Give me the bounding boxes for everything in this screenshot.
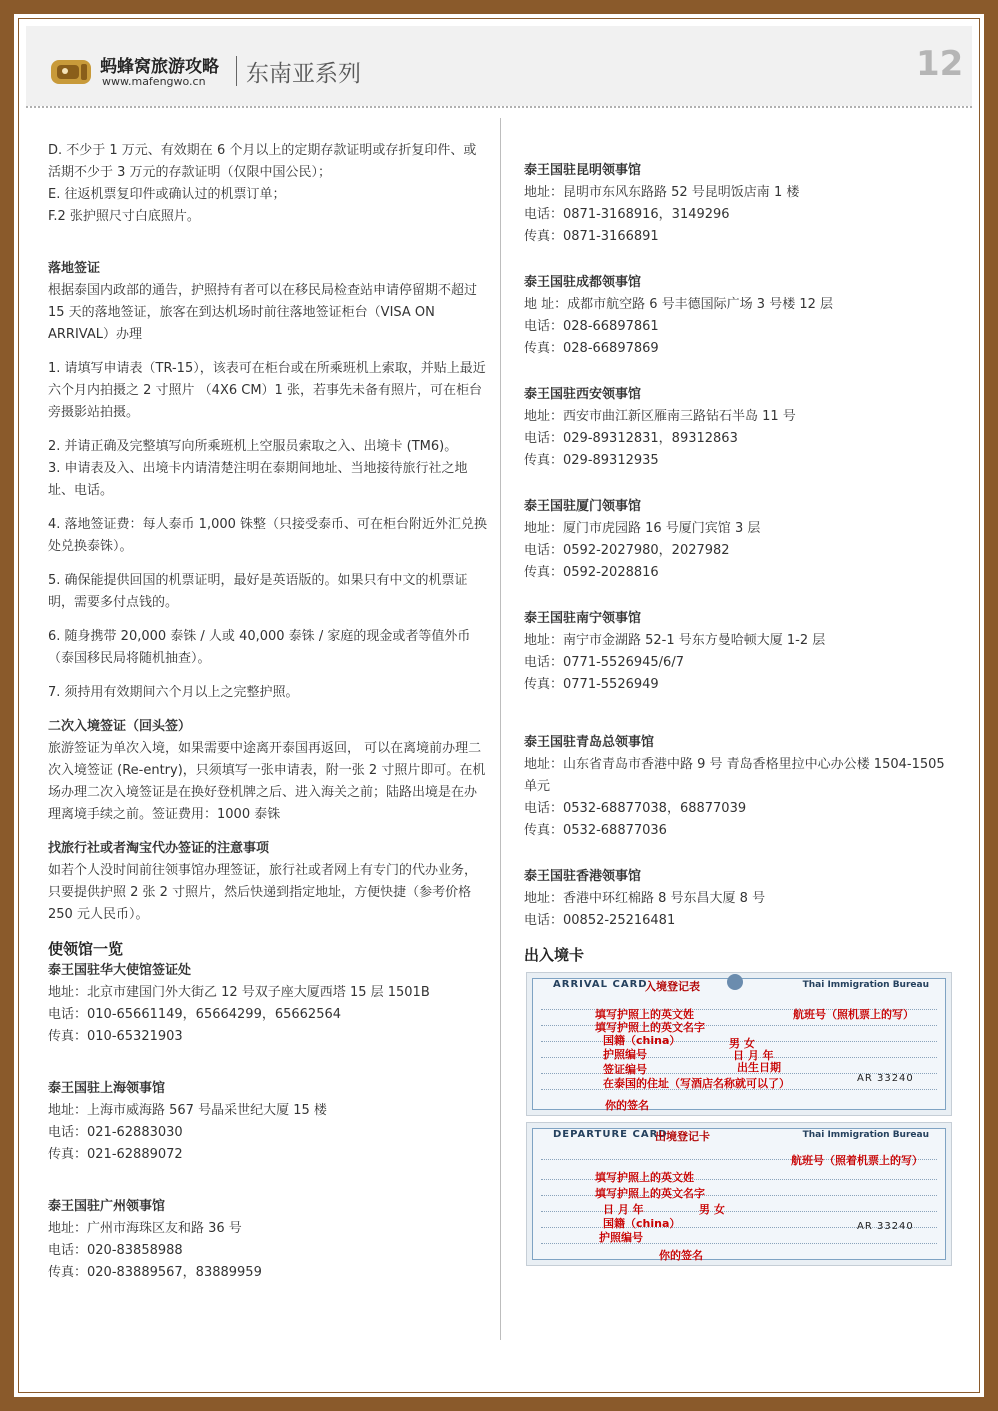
step-item: 5. 确保能提供回国的机票证明，最好是英语版的。如果只有中文的机票证明，需要多付点钱的。 <box>48 573 468 610</box>
consulate-tel: 电话：00852-25216481 <box>524 913 676 928</box>
doc-item: E. 往返机票复印件或确认过的机票订单； <box>48 187 286 202</box>
consulate-address: 地址：西安市曲江新区雁南三路钻石半岛 11 号 <box>524 409 796 424</box>
note-sex: 男 女 <box>699 1203 725 1216</box>
paragraph: 根据泰国内政部的通告，护照持有者可以在移民局检查站申请停留期不超过 15 天的落地签证，旅客在到达机场时前往落地签证柜台（VISA ON ARRIVAL）办理 <box>48 283 478 342</box>
column-divider <box>500 118 501 1340</box>
consulate-tel: 电话：021-62883030 <box>48 1125 183 1140</box>
note-nationality: 国籍（china） <box>603 1034 681 1047</box>
consulate-name: 泰王国驻成都领事馆 <box>524 275 642 290</box>
departure-card-image <box>526 1122 952 1266</box>
consulate-list-title: 使领馆一览 <box>48 940 124 958</box>
header-separator <box>236 56 237 86</box>
consulate-fax: 传真：0532-68877036 <box>524 823 667 838</box>
consulate-name: 泰王国驻华大使馆签证处 <box>48 963 192 978</box>
consulate-tel: 电话：028-66897861 <box>524 319 659 334</box>
note-dob: 出生日期 <box>737 1061 781 1074</box>
section-heading: 找旅行社或者淘宝代办签证的注意事项 <box>48 841 270 856</box>
consulate-fax: 传真：0771-5526949 <box>524 677 659 692</box>
consulate-tel: 电话：0532-68877038，68877039 <box>524 801 747 816</box>
card-number: AR 33240 <box>857 1073 914 1084</box>
consulate-name: 泰王国驻香港领事馆 <box>524 869 642 884</box>
consulate-tel: 电话：0771-5526945/6/7 <box>524 655 684 670</box>
section-heading: 二次入境签证（回头签） <box>48 719 192 734</box>
note-visa: 签证编号 <box>603 1063 647 1076</box>
consulate-fax: 传真：029-89312935 <box>524 453 659 468</box>
note-flight: 航班号（照机票上的写） <box>793 1008 914 1021</box>
consulate-fax: 传真：0871-3166891 <box>524 229 659 244</box>
note-given-name: 填写护照上的英文名字 <box>595 1021 705 1034</box>
arrival-card-bureau: Thai Immigration Bureau <box>802 980 929 990</box>
arrival-card-image <box>526 972 952 1116</box>
departure-card-title: DEPARTURE CARD <box>553 1129 668 1140</box>
consulate-fax: 传真：020-83889567，83889959 <box>48 1265 262 1280</box>
consulate-tel: 电话：010-65661149，65664299，65662564 <box>48 1007 342 1022</box>
right-column <box>524 160 954 966</box>
brand-url: www.mafengwo.cn <box>102 75 206 88</box>
step-item: 1. 请填写申请表（TR-15），该表可在柜台或在所乘班机上索取，并贴上最近六个月内拍摄之 2 寸照片 （4X6 CM）1 张，若事先未备有照片，可在柜台旁摄影站拍摄。 <box>48 361 486 420</box>
note-family-name: 填写护照上的英文姓 <box>595 1008 694 1021</box>
step-item: 7. 须持用有效期间六个月以上之完整护照。 <box>48 685 299 700</box>
note-passport: 护照编号 <box>599 1231 643 1244</box>
series-title: 东南亚系列 <box>246 61 361 87</box>
consulate-address: 地 址：成都市航空路 6 号丰德国际广场 3 号楼 12 层 <box>524 297 834 312</box>
arrival-card-title: ARRIVAL CARD <box>553 979 648 990</box>
departure-card-bureau: Thai Immigration Bureau <box>802 1130 929 1140</box>
step-item: 3. 申请表及入、出境卡内请清楚注明在泰期间地址、当地接待旅行社之地址、电话。 <box>48 461 468 498</box>
consulate-name: 泰王国驻西安领事馆 <box>524 387 642 402</box>
paragraph: 旅游签证为单次入境，如果需要中途离开泰国再返回， 可以在离境前办理二次入境签证 (Re-entry)，只须填写一张申请表，附一张 2 寸照片即可。在机场办理二次入境签证是在换好登机牌之后、进入海关之前；陆路出境是在办理离境手续之前。签证费用：1000 泰铢 <box>48 741 486 822</box>
left-column <box>48 140 488 1284</box>
consulate-tel: 电话：0592-2027980，2027982 <box>524 543 730 558</box>
consulate-tel: 电话：020-83858988 <box>48 1243 183 1258</box>
mafengwo-logo-icon <box>50 56 94 86</box>
consulate-name: 泰王国驻厦门领事馆 <box>524 499 642 514</box>
consulate-address: 地址：香港中环红棉路 8 号东昌大厦 8 号 <box>524 891 766 906</box>
note-signature: 你的签名 <box>659 1249 703 1262</box>
doc-item: F.2 张护照尺寸白底照片。 <box>48 209 200 224</box>
header-divider <box>26 106 972 108</box>
form-line <box>541 1211 937 1212</box>
note-flight: 航班号（照着机票上的写） <box>791 1154 923 1167</box>
consulate-address: 地址：上海市威海路 567 号晶采世纪大厦 15 楼 <box>48 1103 327 1118</box>
consulate-address: 地址：北京市建国门外大街乙 12 号双子座大厦西塔 15 层 1501B <box>48 985 430 1000</box>
step-item: 6. 随身携带 20,000 泰铢 / 人或 40,000 泰铢 / 家庭的现金或者等值外币（泰国移民局将随机抽查）。 <box>48 629 471 666</box>
note-address: 在泰国的住址（写酒店名称就可以了） <box>603 1077 790 1090</box>
note-sex: 男 女 <box>729 1037 755 1050</box>
step-item: 2. 并请正确及完整填写向所乘班机上空服员索取之入、出境卡 (TM6)。 <box>48 439 458 454</box>
consulate-tel: 电话：0871-3168916，3149296 <box>524 207 730 222</box>
consulate-fax: 传真：028-66897869 <box>524 341 659 356</box>
thai-emblem-icon <box>727 974 743 990</box>
doc-item: D. 不少于 1 万元、有效期在 6 个月以上的定期存款证明或存折复印件、或活期不少于 3 万元的存款证明（仅限中国公民）； <box>48 143 477 180</box>
note-nationality: 国籍（china） <box>603 1217 681 1230</box>
note-dob-fields: 日 月 年 <box>733 1049 774 1062</box>
note-signature: 你的签名 <box>605 1099 649 1112</box>
consulate-name: 泰王国驻广州领事馆 <box>48 1199 166 1214</box>
consulate-address: 地址：南宁市金湖路 52-1 号东方曼哈顿大厦 1-2 层 <box>524 633 826 648</box>
card-number: AR 33240 <box>857 1221 914 1232</box>
section-heading: 落地签证 <box>48 261 101 276</box>
departure-card-title-cn: 出境登记卡 <box>655 1130 710 1143</box>
note-given-name: 填写护照上的英文名字 <box>595 1187 705 1200</box>
paragraph: 如若个人没时间前往领事馆办理签证，旅行社或者网上有专门的代办业务，只要提供护照 2 张 2 寸照片，然后快递到指定地址，方便快捷（参考价格 250 元人民币）。 <box>48 863 478 922</box>
consulate-address: 地址：厦门市虎园路 16 号厦门宾馆 3 层 <box>524 521 761 536</box>
arrival-card-title-cn: 入境登记表 <box>645 980 700 993</box>
note-dob-fields: 日 月 年 <box>603 1203 644 1216</box>
consulate-tel: 电话：029-89312831，89312863 <box>524 431 738 446</box>
consulate-address: 地址：广州市海珠区友和路 36 号 <box>48 1221 242 1236</box>
brand-name: 蚂蜂窝旅游攻略 <box>100 57 219 77</box>
step-item: 4. 落地签证费：每人泰币 1,000 铢整（只接受泰币、可在柜台附近外汇兑换处兑换泰铢）。 <box>48 517 488 554</box>
consulate-fax: 传真：010-65321903 <box>48 1029 183 1044</box>
card-section-title: 出入境卡 <box>524 946 585 964</box>
note-passport: 护照编号 <box>603 1048 647 1061</box>
consulate-fax: 传真：0592-2028816 <box>524 565 659 580</box>
page-number: 12 <box>916 44 964 84</box>
consulate-name: 泰王国驻上海领事馆 <box>48 1081 166 1096</box>
note-family-name: 填写护照上的英文姓 <box>595 1171 694 1184</box>
consulate-name: 泰王国驻昆明领事馆 <box>524 163 642 178</box>
consulate-address: 地址：山东省青岛市香港中路 9 号 青岛香格里拉中心办公楼 1504-1505 单元 <box>524 757 945 794</box>
consulate-name: 泰王国驻青岛总领事馆 <box>524 735 655 750</box>
consulate-fax: 传真：021-62889072 <box>48 1147 183 1162</box>
consulate-name: 泰王国驻南宁领事馆 <box>524 611 642 626</box>
consulate-address: 地址：昆明市东风东路路 52 号昆明饭店南 1 楼 <box>524 185 800 200</box>
